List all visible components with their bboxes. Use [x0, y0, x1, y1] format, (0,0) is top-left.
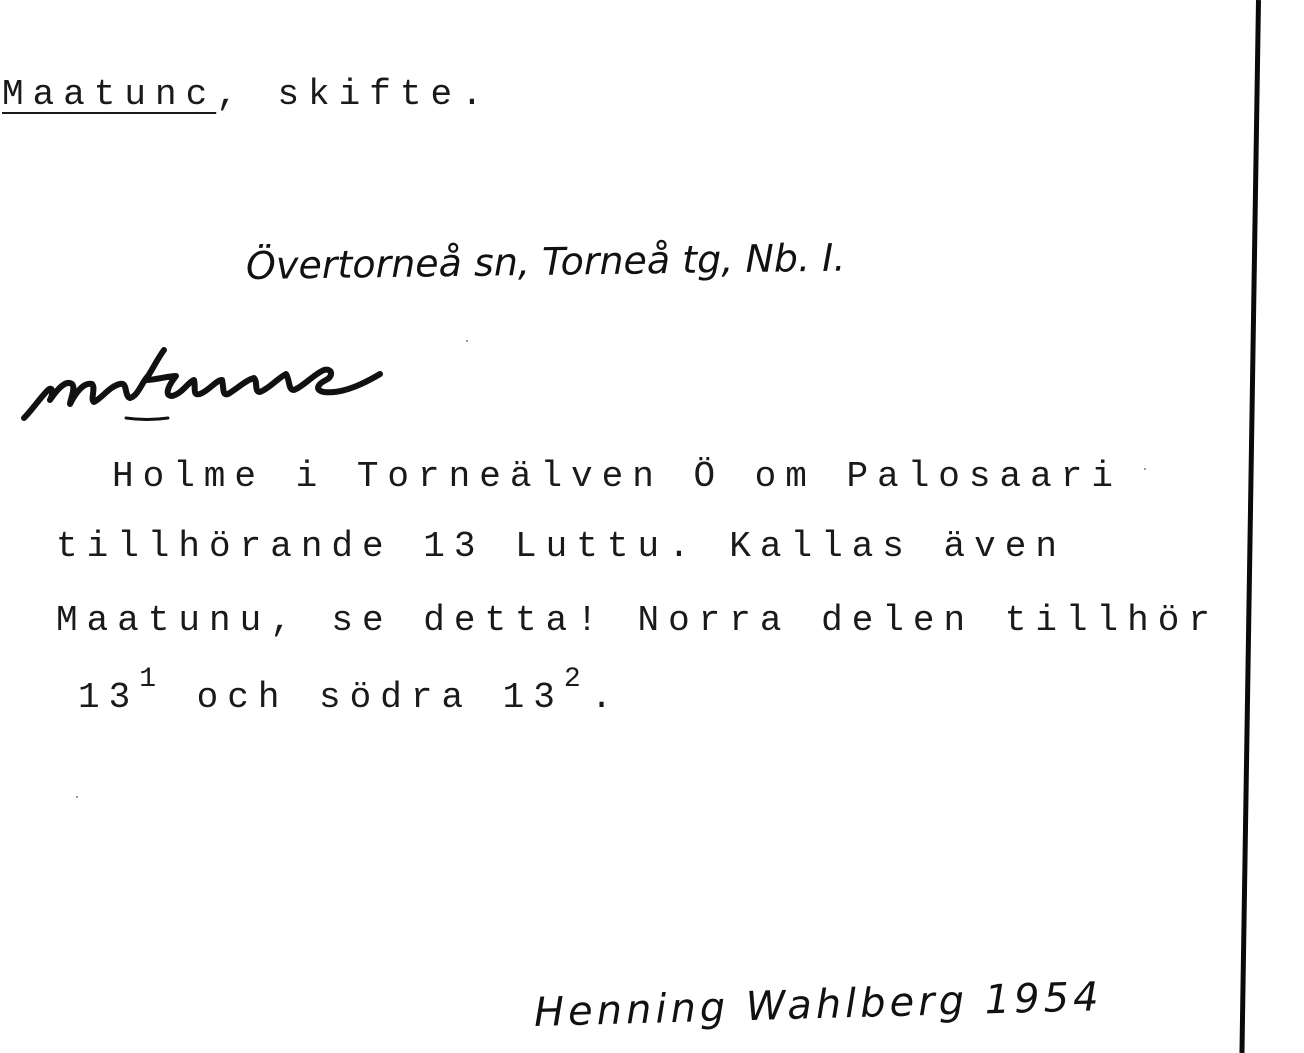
body-line-4-end: .: [590, 677, 622, 718]
lot-superscript-1: 1: [139, 664, 157, 695]
paper-speck: [1144, 468, 1146, 470]
parish-location: Övertorneå sn, Torneå tg, Nb. I.: [245, 235, 846, 288]
signature: Henning Wahlberg 1954: [533, 974, 1104, 1036]
handwritten-annotation: [18, 340, 398, 440]
lot-superscript-2: 2: [563, 664, 581, 695]
body-line-3: Maatunu, se detta! Norra delen tillhör: [56, 600, 1219, 641]
body-line-4-mid: och södra 13: [166, 677, 564, 718]
lot-number-1: 13: [78, 677, 140, 718]
paper-speck: [76, 796, 78, 798]
body-line-1: Holme i Torneälven Ö om Palosaari: [112, 456, 1122, 497]
paper-speck: [466, 340, 468, 342]
body-line-2: tillhörande 13 Luttu. Kallas även: [56, 526, 1066, 567]
card-edge-border: [1239, 0, 1261, 1053]
body-line-4: [78, 664, 622, 718]
headword-line: [2, 74, 492, 115]
headword: Maatunc: [2, 74, 217, 115]
headword-suffix: , skifte.: [216, 74, 492, 115]
